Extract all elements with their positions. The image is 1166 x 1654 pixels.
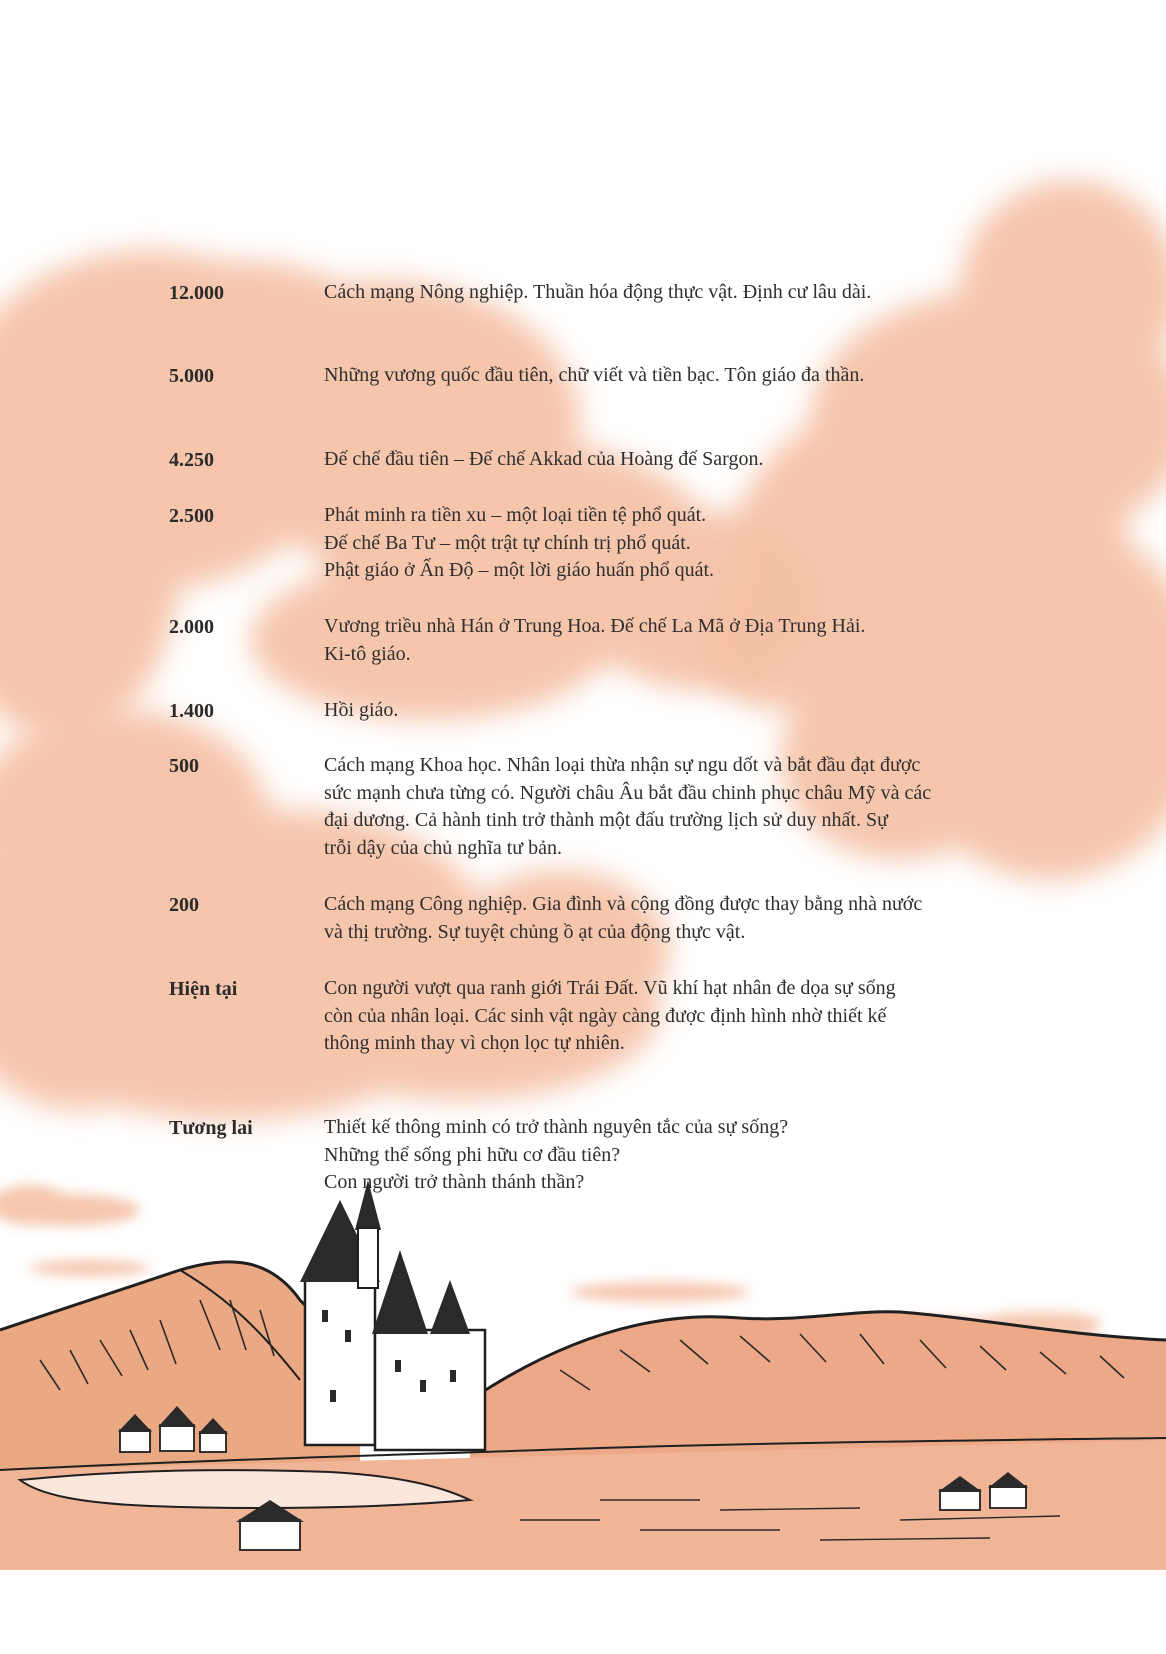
event-line: Vương triều nhà Hán ở Trung Hoa. Đế chế La Mã ở Địa Trung Hải.: [324, 615, 866, 637]
year-label: 5.000: [169, 365, 214, 387]
event-line: và thị trường. Sự tuyệt chủng ồ ạt của động thực vật.: [324, 920, 746, 943]
event-line: Đế chế đầu tiên – Đế chế Akkad của Hoàng đế Sargon.: [324, 448, 764, 470]
event-line: Những thể sống phi hữu cơ đầu tiên?: [324, 1143, 621, 1166]
event-line: Ki-tô giáo.: [324, 642, 411, 665]
year-label: 2.500: [169, 505, 214, 527]
event-line: Con người trở thành thánh thần?: [324, 1171, 585, 1194]
event-line: Những vương quốc đầu tiên, chữ viết và tiền bạc. Tôn giáo đa thần.: [324, 364, 865, 386]
event-text: [324, 446, 964, 474]
year-label: 4.250: [169, 449, 214, 471]
event-text: [324, 891, 964, 946]
event-line: Con người vượt qua ranh giới Trái Đất. Vũ khí hạt nhân đe dọa sự sống: [324, 977, 896, 999]
event-text: [324, 613, 964, 668]
event-text: [324, 752, 964, 863]
year-label: Tương lai: [169, 1117, 253, 1139]
year-label: 500: [169, 755, 199, 777]
event-line: Thiết kế thông minh có trở thành nguyên tắc của sự sống?: [324, 1116, 789, 1138]
year-label: 1.400: [169, 700, 214, 722]
event-line: Cách mạng Nông nghiệp. Thuần hóa động thực vật. Định cư lâu dài.: [324, 281, 872, 303]
year-label: 2.000: [169, 616, 214, 638]
event-line: Phật giáo ở Ấn Độ – một lời giáo huấn phổ quát.: [324, 559, 714, 582]
event-line: trỗi dậy của chủ nghĩa tư bản.: [324, 837, 562, 860]
event-line: Phát minh ra tiền xu – một loại tiền tệ phổ quát.: [324, 504, 707, 526]
year-label: Hiện tại: [169, 978, 238, 1000]
event-line: Hồi giáo.: [324, 699, 399, 721]
event-line: Đế chế Ba Tư – một trật tự chính trị phổ quát.: [324, 531, 691, 554]
event-line: Cách mạng Khoa học. Nhân loại thừa nhận sự ngu dốt và bắt đầu đạt được: [324, 754, 921, 776]
event-text: [324, 279, 964, 307]
year-label: 12.000: [169, 282, 224, 304]
event-text: [324, 697, 964, 725]
event-line: thông minh thay vì chọn lọc tự nhiên.: [324, 1032, 625, 1055]
event-line: còn của nhân loại. Các sinh vật ngày càng được định hình nhờ thiết kế: [324, 1004, 887, 1027]
event-text: [324, 1114, 964, 1197]
event-line: sức mạnh chưa từng có. Người châu Âu bắt đầu chinh phục châu Mỹ và các: [324, 781, 932, 804]
event-text: [324, 975, 964, 1058]
event-line: Cách mạng Công nghiệp. Gia đình và cộng đồng được thay bằng nhà nước: [324, 893, 923, 915]
event-line: đại dương. Cả hành tinh trở thành một đấu trường lịch sử duy nhất. Sự: [324, 809, 888, 832]
event-text: [324, 362, 964, 390]
event-text: [324, 502, 964, 585]
year-label: 200: [169, 894, 199, 916]
